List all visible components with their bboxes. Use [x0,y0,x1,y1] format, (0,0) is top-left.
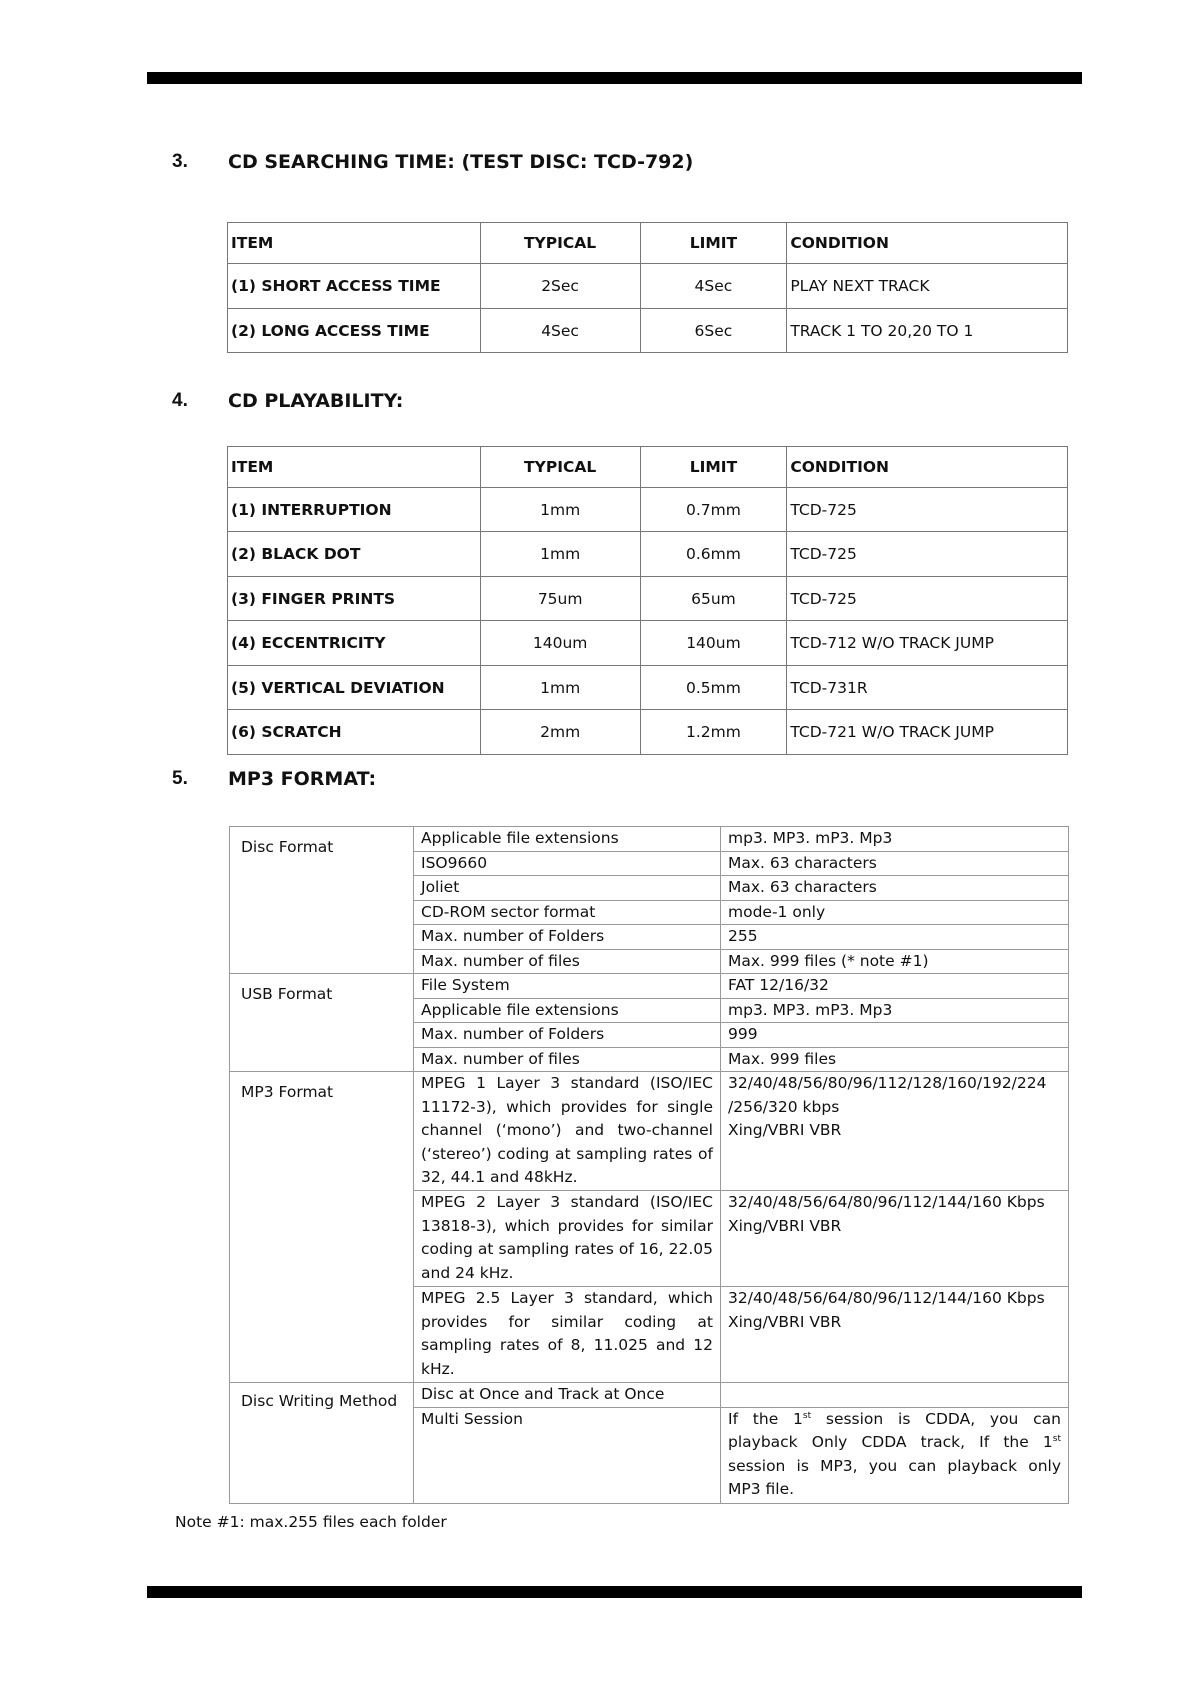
header-limit: LIMIT [640,447,787,488]
bitrate-list: 32/40/48/56/64/80/96/112/144/160 Kbps [728,1289,1045,1307]
spec-label: Disc at Once and Track at Once [414,1383,721,1408]
spec-value: Max. 63 characters [721,876,1069,901]
item-cell: (4) ECCENTRICITY [228,621,481,666]
table-row [230,827,1069,852]
spec-label: MPEG 2 Layer 3 standard (ISO/IEC 13818-3), which provides for similar coding at sampling rates of 16, 22.05 and 24 kHz. [414,1191,721,1287]
spec-value: Max. 63 characters [721,851,1069,876]
superscript: st [802,1410,812,1421]
table-row [228,309,1068,353]
footer-rule [147,1586,1082,1598]
condition-cell: TCD-725 [787,532,1068,577]
typical-cell: 2mm [480,710,640,755]
spec-label: Max. number of files [414,949,721,974]
footnote: Note #1: max.255 files each folder [175,1513,447,1531]
table-row [228,666,1068,710]
spec-value [721,1383,1069,1408]
spec-label: MPEG 1 Layer 3 standard (ISO/IEC 11172-3), which provides for single channel (‘mono’) and two-channel (‘stereo’) coding at sampling rates of 32, 44.1 and 48kHz. [414,1072,721,1191]
table-row [230,1072,1069,1191]
table-row [230,1383,1069,1408]
category-disc-writing-method: Disc Writing Method [230,1383,414,1504]
spec-value: 999 [721,1023,1069,1048]
section-title: CD PLAYABILITY: [228,390,404,412]
limit-cell: 65um [640,577,787,621]
bitrate-list: 32/40/48/56/80/96/112/128/160/192/224 /256/320 kbps [728,1074,1047,1116]
cd-searching-time-table [227,222,1068,353]
condition-cell: TCD-721 W/O TRACK JUMP [787,710,1068,755]
typical-cell: 4Sec [480,309,640,353]
header-typical: TYPICAL [480,447,640,488]
limit-cell: 0.5mm [640,666,787,710]
typical-cell: 140um [480,621,640,666]
mp3-format-table [229,826,1069,1504]
table-row [230,974,1069,999]
category-usb-format: USB Format [230,974,414,1072]
section-number: 3. [172,151,188,172]
spec-value: mode-1 only [721,900,1069,925]
bitrate-list: 32/40/48/56/64/80/96/112/144/160 Kbps [728,1193,1045,1211]
spec-value: 255 [721,925,1069,950]
spec-label: Max. number of files [414,1047,721,1072]
spec-label: Max. number of Folders [414,925,721,950]
condition-cell: TRACK 1 TO 20,20 TO 1 [787,309,1068,353]
condition-cell: TCD-725 [787,488,1068,532]
header-item: ITEM [228,223,481,264]
spec-label: Applicable file extensions [414,827,721,852]
spec-value [721,1191,1069,1287]
item-cell: (3) FINGER PRINTS [228,577,481,621]
limit-cell: 1.2mm [640,710,787,755]
table-row [228,577,1068,621]
item-cell: (1) INTERRUPTION [228,488,481,532]
section-number: 5. [172,768,188,789]
header-condition: CONDITION [787,447,1068,488]
typical-cell: 1mm [480,532,640,577]
limit-cell: 0.7mm [640,488,787,532]
table-row [228,264,1068,309]
spec-value: Max. 999 files [721,1047,1069,1072]
section-number: 4. [172,390,188,411]
condition-cell: TCD-725 [787,577,1068,621]
spec-value [721,1287,1069,1383]
section-4-heading [172,390,403,412]
spec-label: MPEG 2.5 Layer 3 standard, which provides for similar coding at sampling rates of 8, 11.025 and 12 kHz. [414,1287,721,1383]
spec-label: File System [414,974,721,999]
typical-cell: 2Sec [480,264,640,309]
limit-cell: 6Sec [640,309,787,353]
item-cell: (6) SCRATCH [228,710,481,755]
spec-value: mp3. MP3. mP3. Mp3 [721,998,1069,1023]
spec-label: Multi Session [414,1407,721,1503]
section-title: CD SEARCHING TIME: (TEST DISC: TCD-792) [228,151,694,173]
header-rule [147,72,1082,84]
spec-value: Max. 999 files (* note #1) [721,949,1069,974]
limit-cell: 0.6mm [640,532,787,577]
cd-playability-table [227,446,1068,755]
vbr-support: Xing/VBRI VBR [728,1312,842,1331]
typical-cell: 1mm [480,488,640,532]
category-disc-format: Disc Format [230,827,414,974]
spec-label: ISO9660 [414,851,721,876]
text-run: session is MP3, you can playback only MP3 file. [728,1456,1061,1498]
spec-label: Joliet [414,876,721,901]
section-title: MP3 FORMAT: [228,768,377,790]
condition-cell: TCD-712 W/O TRACK JUMP [787,621,1068,666]
item-cell: (2) LONG ACCESS TIME [228,309,481,353]
superscript: st [1052,1433,1061,1444]
spec-label: CD-ROM sector format [414,900,721,925]
typical-cell: 1mm [480,666,640,710]
item-cell: (2) BLACK DOT [228,532,481,577]
spec-value [721,1407,1069,1503]
vbr-support: Xing/VBRI VBR [728,1121,842,1139]
section-5-heading [172,768,376,790]
spec-label: Applicable file extensions [414,998,721,1023]
vbr-support: Xing/VBRI VBR [728,1216,842,1235]
section-3-heading [172,151,693,173]
table-row [228,621,1068,666]
table-row [228,710,1068,755]
header-condition: CONDITION [787,223,1068,264]
header-typical: TYPICAL [480,223,640,264]
typical-cell: 75um [480,577,640,621]
item-cell: (5) VERTICAL DEVIATION [228,666,481,710]
limit-cell: 4Sec [640,264,787,309]
spec-label: Max. number of Folders [414,1023,721,1048]
table-row [228,488,1068,532]
table-header-row [228,447,1068,488]
item-cell: (1) SHORT ACCESS TIME [228,264,481,309]
spec-value [721,1072,1069,1191]
table-header-row [228,223,1068,264]
text-run: session is CDDA, you can playback Only CDDA track, If the 1 [728,1409,1061,1451]
category-mp3-format: MP3 Format [230,1072,414,1383]
table-row [228,532,1068,577]
spec-value: FAT 12/16/32 [721,974,1069,999]
condition-cell: TCD-731R [787,666,1068,710]
header-item: ITEM [228,447,481,488]
limit-cell: 140um [640,621,787,666]
spec-value: mp3. MP3. mP3. Mp3 [721,827,1069,852]
condition-cell: PLAY NEXT TRACK [787,264,1068,309]
header-limit: LIMIT [640,223,787,264]
text-run: If the 1 [728,1409,803,1428]
